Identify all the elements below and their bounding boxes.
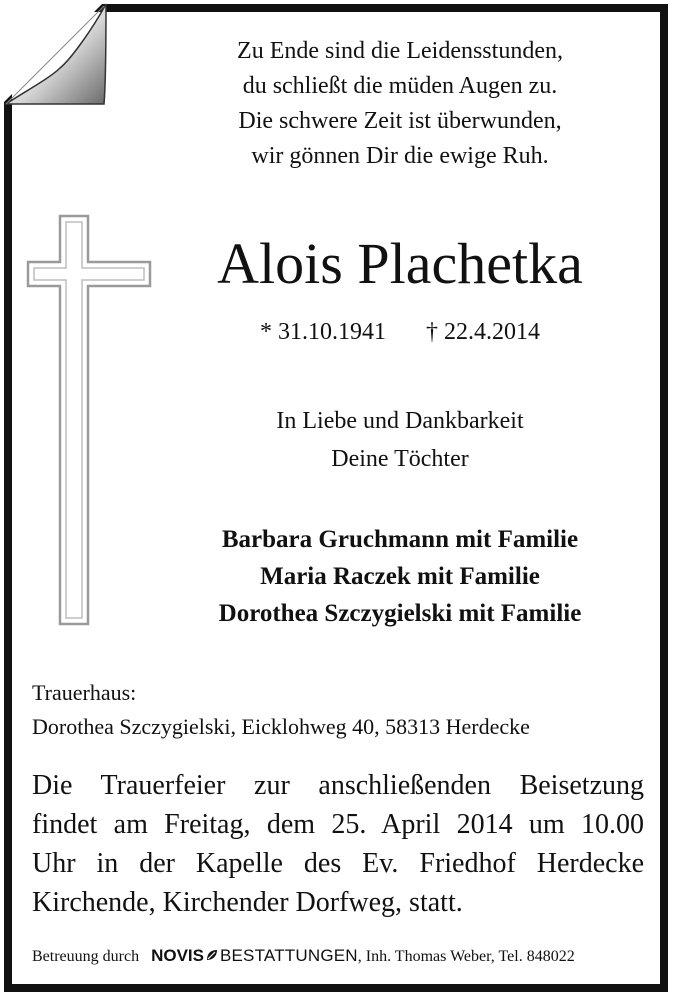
novis-logo xyxy=(151,944,358,968)
death-date: † 22.4.2014 xyxy=(426,319,540,345)
logo-part1: NOVIS xyxy=(151,946,204,965)
family-member: Dorothea Szczygielski mit Familie xyxy=(218,600,582,627)
deceased-name: Alois Plachetka xyxy=(217,231,583,296)
family-member: Maria Raczek mit Familie xyxy=(260,563,540,590)
logo-leaf-icon xyxy=(205,948,219,962)
mourners-line: In Liebe und Dankbarkeit xyxy=(276,408,524,434)
mourning-house-address: Dorothea Szczygielski, Eicklohweg 40, 58313 Herdecke xyxy=(32,714,530,739)
family-list xyxy=(150,521,650,632)
mourners-line: Deine Töchter xyxy=(331,446,469,472)
footer xyxy=(32,944,652,969)
mourning-house xyxy=(32,676,652,744)
verse-line: Die schwere Zeit ist überwunden, xyxy=(238,108,562,134)
verse-line: du schließt die müden Augen zu. xyxy=(242,73,558,99)
page-curl-icon xyxy=(0,0,112,112)
birth-date: * 31.10.1941 xyxy=(260,319,386,345)
ceremony-line: Uhr in der Kapelle des Ev. Friedhof Herdecke xyxy=(32,848,644,879)
footer-suffix: , Inh. Thomas Weber, Tel. 848022 xyxy=(357,948,575,965)
life-dates xyxy=(150,316,650,348)
family-member: Barbara Gruchmann mit Familie xyxy=(221,526,579,553)
verse-line: Zu Ende sind die Leidensstunden, xyxy=(237,38,563,64)
cross-icon xyxy=(26,214,156,628)
verse-line: wir gönnen Dir die ewige Ruh. xyxy=(251,143,549,169)
logo-part2: BESTATTUNGEN xyxy=(219,946,358,965)
ceremony-info xyxy=(32,766,644,922)
footer-prefix: Betreuung durch xyxy=(32,948,140,965)
verse-block xyxy=(150,34,650,174)
mourning-house-label: Trauerhaus: xyxy=(32,680,137,705)
ceremony-line: Kirchende, Kirchender Dorfweg, statt. xyxy=(32,887,463,918)
ceremony-line: findet am Freitag, dem 25. April 2014 um 10.00 xyxy=(32,809,644,840)
ceremony-line: Die Trauerfeier zur anschließenden Beisetzung xyxy=(32,770,644,801)
mourners-block xyxy=(150,402,650,478)
